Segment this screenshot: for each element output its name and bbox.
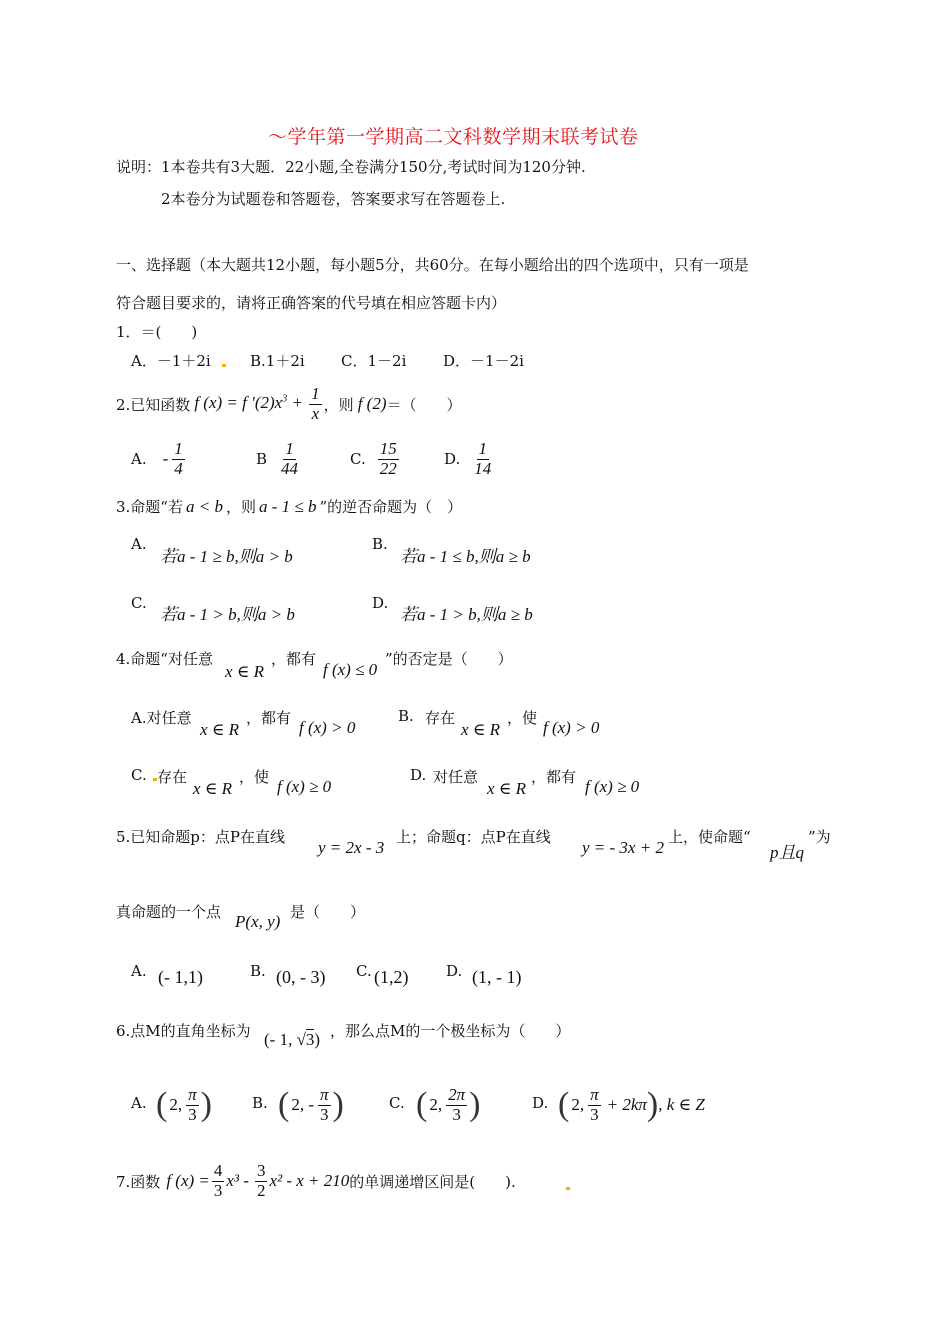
coordinate-part: (- 1,	[264, 1030, 297, 1049]
question-3-condition: a < b	[185, 497, 223, 516]
paren-right: )	[332, 1086, 344, 1124]
question-5-option-d: (1, - 1)	[472, 967, 522, 987]
question-7-term: x² - x + 210	[269, 1171, 350, 1191]
question-3-text: 3.命题“若	[116, 498, 183, 516]
question-4-option-d-condition: f (x) ≥ 0	[585, 777, 640, 796]
question-4-option-a-domain: x ∈ R	[200, 720, 240, 739]
question-2-option-a	[131, 440, 187, 478]
question-5-line-2: 真命题的一个点	[116, 903, 222, 921]
question-3-option-d: 若a - 1 > b,则a ≥ b	[400, 605, 533, 624]
question-3-option-b: 若a - 1 ≤ b,则a ≥ b	[400, 547, 531, 566]
option-text: + 2kπ	[606, 1095, 647, 1115]
question-6-text-1: 6.点M的直角坐标为	[116, 1022, 251, 1040]
question-1-stem: 1．＝( )	[116, 323, 198, 341]
question-2-function: f (x) = f $'(2)x^3$ + $\frac{1}{x}$	[194, 384, 320, 423]
question-5-text-5: 是（ ）	[290, 903, 366, 921]
fraction: $\frac{4}{3}$	[213, 1161, 223, 1200]
question-5-option-c: (1,2)	[374, 967, 409, 987]
paren-left: (	[156, 1086, 168, 1124]
question-5-option-b: (0, - 3)	[276, 967, 326, 987]
fraction: $\frac{1}{x}$	[311, 384, 320, 423]
question-4-option-d-label: D.	[410, 766, 427, 784]
question-4-option-c-label: C.	[131, 766, 147, 784]
fraction: $\frac{1}{14}$	[474, 439, 492, 478]
question-6-option-d	[558, 1086, 705, 1124]
question-5-text-4: ”为	[808, 828, 831, 846]
paren-left: (	[278, 1086, 290, 1124]
minus-sign: -	[162, 449, 169, 469]
question-5-line-p: y = 2x - 3	[318, 838, 385, 857]
note-line-2: 2本卷分为试题卷和答题卷，答案要求写在答题卷上.	[161, 190, 506, 208]
question-4-option-d-text-2: ，都有	[531, 768, 577, 786]
sqrt-value: 3	[305, 1030, 315, 1049]
option-label: B.	[372, 535, 388, 553]
option-text: 2,	[169, 1095, 183, 1115]
question-7-text: 的单调递增区间是( ).	[349, 1172, 516, 1191]
question-4-option-a-label: A.对任意	[131, 709, 192, 727]
fraction: $\frac{\pi}{3}$	[590, 1085, 599, 1124]
option-label: B.	[250, 962, 266, 980]
highlight-mark	[222, 364, 226, 367]
question-6-option-b	[278, 1086, 344, 1124]
question-4-option-b-text-2: ，使	[507, 709, 538, 727]
fraction: $\frac{15}{22}$	[379, 439, 397, 478]
paren-right: )	[200, 1086, 212, 1124]
option-label: C.	[389, 1094, 405, 1112]
question-2-option-b	[256, 440, 302, 478]
question-7-text: 7.函数	[116, 1172, 161, 1191]
question-4-text-2: ，都有	[271, 650, 317, 668]
question-3-conclusion: a - 1 ≤ b	[258, 497, 317, 516]
paren-right: )	[469, 1086, 481, 1124]
question-7-term: x³ -	[226, 1171, 249, 1191]
coordinate-part: )	[314, 1030, 321, 1049]
question-1-option-d: D．－1－2i	[443, 352, 524, 370]
question-1-option-a: A．－1＋2i	[131, 352, 211, 370]
question-4-condition: f (x) ≤ 0	[323, 660, 378, 679]
page-title: ～学年第一学期高二文科数学期末联考试卷	[268, 126, 639, 148]
option-label: C.	[350, 450, 366, 469]
option-label: C.	[131, 594, 147, 612]
option-label: A.	[131, 1094, 147, 1112]
option-label: C.	[356, 962, 372, 980]
question-2-option-d	[444, 440, 495, 478]
question-6-option-a	[156, 1086, 212, 1124]
option-label: D.	[372, 594, 389, 612]
fraction: $\frac{\pi}{3}$	[188, 1085, 197, 1124]
question-3-option-c: 若a - 1 > b,则a > b	[160, 605, 295, 624]
question-2-target: f (2)	[357, 394, 387, 414]
paren-left: (	[416, 1086, 428, 1124]
question-4-option-d-text: 对任意	[433, 768, 479, 786]
highlight-mark	[566, 1187, 570, 1190]
fraction: $\frac{3}{2}$	[256, 1161, 266, 1200]
question-3-option-a: 若a - 1 ≥ b,则a > b	[160, 547, 293, 566]
option-label: D.	[444, 450, 461, 469]
question-4-domain: x ∈ R	[225, 662, 265, 681]
option-label: A.	[131, 450, 147, 469]
question-4-option-b-condition: f (x) > 0	[543, 718, 600, 737]
option-label: B.	[252, 1094, 268, 1112]
question-4-option-b-text: 存在	[425, 709, 456, 727]
question-6-coordinates: (- 1, √3)	[264, 1030, 321, 1049]
paren-right: )	[646, 1086, 659, 1124]
question-4-option-c-text: 存在	[157, 768, 188, 786]
note-line-1: 说明：1本卷共有3大题．22小题,全卷满分150分,考试时间为120分钟.	[116, 158, 586, 176]
option-label: D.	[532, 1094, 549, 1112]
question-6-option-c	[416, 1086, 480, 1124]
paren-left: (	[558, 1086, 570, 1124]
option-label: B	[256, 450, 268, 469]
question-2-stem	[116, 385, 462, 423]
question-4-text-3: ”的否定是（ ）	[385, 650, 513, 668]
question-4-option-b-domain: x ∈ R	[461, 720, 501, 739]
question-5-proposition: p且q	[770, 843, 804, 862]
question-5-text-1: 5.已知命题p：点P在直线	[116, 828, 286, 846]
option-label: A.	[131, 962, 147, 980]
fraction: $\frac{1}{4}$	[174, 439, 183, 478]
question-4-option-d-domain: x ∈ R	[487, 779, 527, 798]
section-heading-line-1: 一、选择题（本大题共12小题，每小题5分，共60分。在每小题给出的四个选项中，只有一项是	[116, 256, 749, 274]
question-5-option-a: (- 1,1)	[158, 967, 203, 987]
question-5-text-2: 上；命题q：点P在直线	[396, 828, 551, 846]
question-6-text-2: ，那么点M的一个极坐标为（ ）	[330, 1022, 571, 1040]
question-4-option-b-label: B.	[398, 707, 414, 725]
question-4-option-a-text: ，都有	[246, 709, 292, 727]
option-label: A.	[131, 535, 147, 553]
question-4-text-1: 4.命题“对任意	[116, 650, 213, 668]
question-5-line-q: y = - 3x + 2	[582, 838, 664, 857]
question-4-option-c-domain: x ∈ R	[193, 779, 233, 798]
question-7-stem	[116, 1162, 516, 1200]
question-4-option-c-condition: f (x) ≥ 0	[277, 777, 332, 796]
option-text: 2,	[429, 1095, 443, 1115]
question-2-option-c	[350, 440, 401, 478]
question-2-suffix: ＝（ ）	[386, 395, 462, 414]
fraction: $\frac{2\pi}{3}$	[448, 1085, 466, 1124]
section-heading-line-2: 符合题目要求的，请将正确答案的代号填在相应答题卡内）	[116, 294, 507, 312]
option-text: 2, -	[291, 1095, 314, 1115]
option-label: D.	[446, 962, 463, 980]
question-1-option-b: B.1＋2i	[250, 352, 305, 370]
question-2-mid: ，则	[323, 395, 354, 414]
question-5-text-3: 上，使命题“	[668, 828, 751, 846]
option-text: 2,	[571, 1095, 585, 1115]
fraction: $\frac{\pi}{3}$	[320, 1085, 329, 1124]
question-4-option-a-condition: f (x) > 0	[299, 718, 356, 737]
question-3-text: ”的逆否命题为（ ）	[319, 498, 463, 516]
question-1-option-c: C．1－2i	[341, 352, 407, 370]
question-3-text: ，则	[225, 498, 256, 516]
question-3-stem	[116, 496, 462, 517]
fraction: $\frac{1}{44}$	[281, 439, 299, 478]
question-5-point: P(x, y)	[235, 912, 281, 931]
option-text: , k ∈ Z	[658, 1095, 705, 1115]
question-4-option-c-text-2: ，使	[239, 768, 270, 786]
question-2-prefix: 2.已知函数	[116, 395, 191, 414]
question-7-function-name: f (x) =	[166, 1171, 210, 1191]
